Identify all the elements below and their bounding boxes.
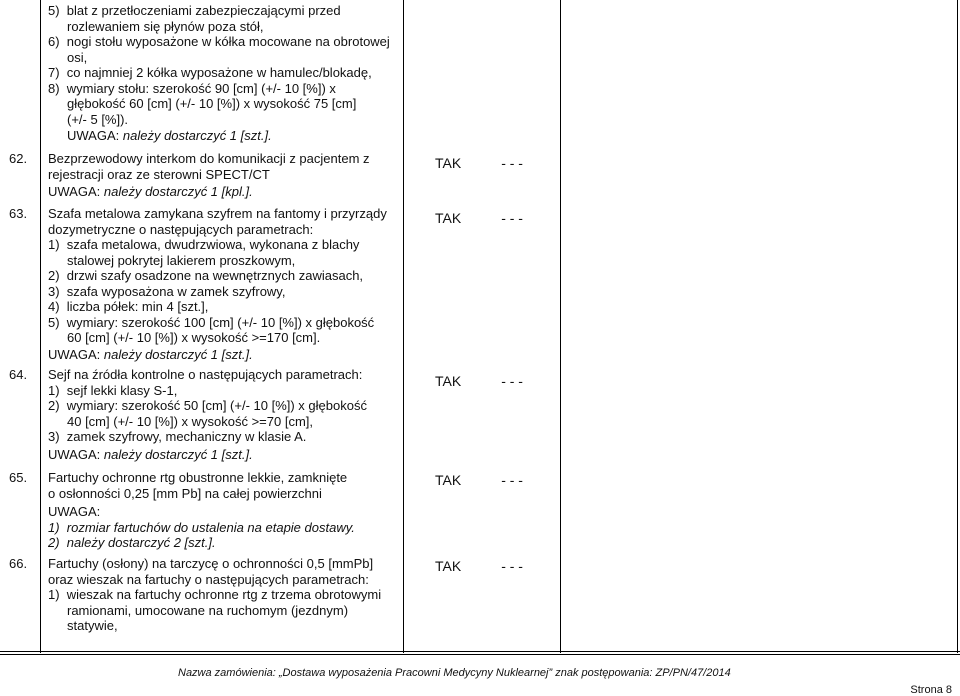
answer-value: TAK (435, 472, 462, 488)
row-description (48, 3, 398, 144)
warning-label: UWAGA: (48, 184, 101, 199)
desc-line: 40 [cm] (+/- 10 [%]) x wysokość >=70 [cm], (67, 413, 313, 429)
desc-line: Sejf na źródła kontrolne o następujących parametrach: (48, 367, 363, 382)
desc-line: 2) drzwi szafy osadzone na wewnętrznych zawiasach, (48, 268, 364, 283)
warning-label: UWAGA: (67, 128, 120, 143)
warning-text: należy dostarczyć 1 [kpl.]. (103, 184, 253, 199)
warning-label: UWAGA: (48, 504, 101, 519)
warning-text: należy dostarczyć 1 [szt.]. (103, 446, 253, 462)
warning-text: należy dostarczyć 1 [szt.]. (103, 346, 253, 362)
desc-line: 5) wymiary: szerokość 100 [cm] (+/- 10 [%]) x głębokość (48, 314, 375, 330)
warning-label: UWAGA: (48, 446, 101, 462)
desc-line: dozymetryczne o następujących parametrach: (48, 221, 314, 237)
offered-value: - - - (501, 558, 523, 574)
desc-line: 7) co najmniej 2 kółka wyposażone w hamulec/blokadę, (48, 65, 372, 80)
warning-line (48, 128, 398, 144)
answer-cell (435, 155, 523, 171)
desc-line: o osłonności 0,25 [mm Pb] na całej powierzchni (48, 485, 322, 501)
desc-line: (+/- 5 [%]). (67, 111, 129, 127)
column-divider-number (40, 0, 41, 653)
row-number: 62. (9, 151, 28, 166)
desc-line: rozlewaniem się płynów poza stół, (67, 18, 264, 34)
row-number: 65. (9, 470, 28, 485)
footer-order-name: Nazwa zamówienia: „Dostawa wyposażenia Pracowni Medycyny Nuklearnej” znak postępowania: ZP/PN/47/2014 (178, 667, 731, 679)
desc-line: 3) szafa wyposażona w zamek szyfrowy, (48, 283, 286, 299)
warning-text: należy dostarczyć 1 [szt.]. (122, 128, 272, 143)
desc-line: Fartuchy ochronne rtg obustronne lekkie, zamknięte (48, 470, 348, 485)
answer-cell (435, 558, 523, 574)
desc-line: głębokość 60 [cm] (+/- 10 [%]) x wysokość 75 [cm] (67, 96, 357, 111)
answer-value: TAK (435, 558, 462, 574)
desc-line: 1) sejf lekki klasy S-1, (48, 382, 178, 398)
answer-value: TAK (435, 155, 462, 171)
desc-line: statywie, (67, 618, 118, 633)
desc-line: stalowej pokrytej lakierem proszkowym, (67, 252, 296, 268)
desc-line: rejestracji oraz ze sterowni SPECT/CT (48, 166, 270, 182)
desc-line: oraz wieszak na fartuchy o następujących parametrach: (48, 571, 369, 587)
desc-line: Fartuchy (osłony) na tarczycę o ochronności 0,5 [mmPb] (48, 556, 374, 571)
row-number: 64. (9, 367, 28, 382)
warning-item: 1) rozmiar fartuchów do ustalenia na etapie dostawy. (48, 519, 355, 535)
desc-line: 2) wymiary: szerokość 50 [cm] (+/- 10 [%]) x głębokość (48, 398, 367, 413)
row-number: 66. (9, 556, 28, 571)
warning-label: UWAGA: (48, 346, 101, 362)
offered-value: - - - (501, 472, 523, 488)
footer-rule-top (0, 651, 960, 652)
warning-line (48, 447, 398, 463)
desc-line: 1) wieszak na fartuchy ochronne rtg z trzema obrotowymi (48, 587, 382, 602)
row-description (48, 556, 398, 634)
column-divider-description (403, 0, 404, 653)
page-number: Strona 8 (910, 684, 952, 696)
desc-line: 8) wymiary stołu: szerokość 90 [cm] (+/- 10 [%]) x (48, 80, 336, 96)
warning-line (48, 184, 398, 200)
desc-line: 1) szafa metalowa, dwudrzwiowa, wykonana z blachy (48, 237, 360, 252)
answer-value: TAK (435, 373, 462, 389)
row-description (48, 206, 398, 362)
table-right-border (957, 0, 958, 653)
footer-rule-bottom (0, 654, 960, 655)
desc-line: 6) nogi stołu wyposażone w kółka mocowane na obrotowej (48, 34, 390, 49)
row-description (48, 151, 398, 200)
row-description (48, 470, 398, 551)
warning-item: 2) należy dostarczyć 2 [szt.]. (48, 535, 216, 550)
desc-line: 60 [cm] (+/- 10 [%]) x wysokość >=170 [cm]. (67, 330, 321, 345)
desc-line: Bezprzewodowy interkom do komunikacji z pacjentem z (48, 151, 370, 166)
desc-line: ramionami, umocowane na ruchomym (jezdnym) (67, 602, 349, 618)
offered-value: - - - (501, 210, 523, 226)
row-description (48, 367, 398, 462)
answer-cell (435, 373, 523, 389)
row-number: 63. (9, 206, 28, 221)
desc-line: 3) zamek szyfrowy, mechaniczny w klasie A. (48, 429, 307, 444)
desc-line: 4) liczba półek: min 4 [szt.], (48, 299, 209, 314)
warning-line (48, 347, 398, 363)
answer-cell (435, 472, 523, 488)
offered-value: - - - (501, 155, 523, 171)
desc-line: 5) blat z przetłoczeniami zabezpieczającymi przed (48, 3, 341, 18)
offered-value: - - - (501, 373, 523, 389)
desc-line: osi, (67, 49, 88, 65)
column-divider-answer (560, 0, 561, 653)
answer-value: TAK (435, 210, 462, 226)
desc-line: Szafa metalowa zamykana szyfrem na fantomy i przyrządy (48, 206, 387, 221)
answer-cell (435, 210, 523, 226)
